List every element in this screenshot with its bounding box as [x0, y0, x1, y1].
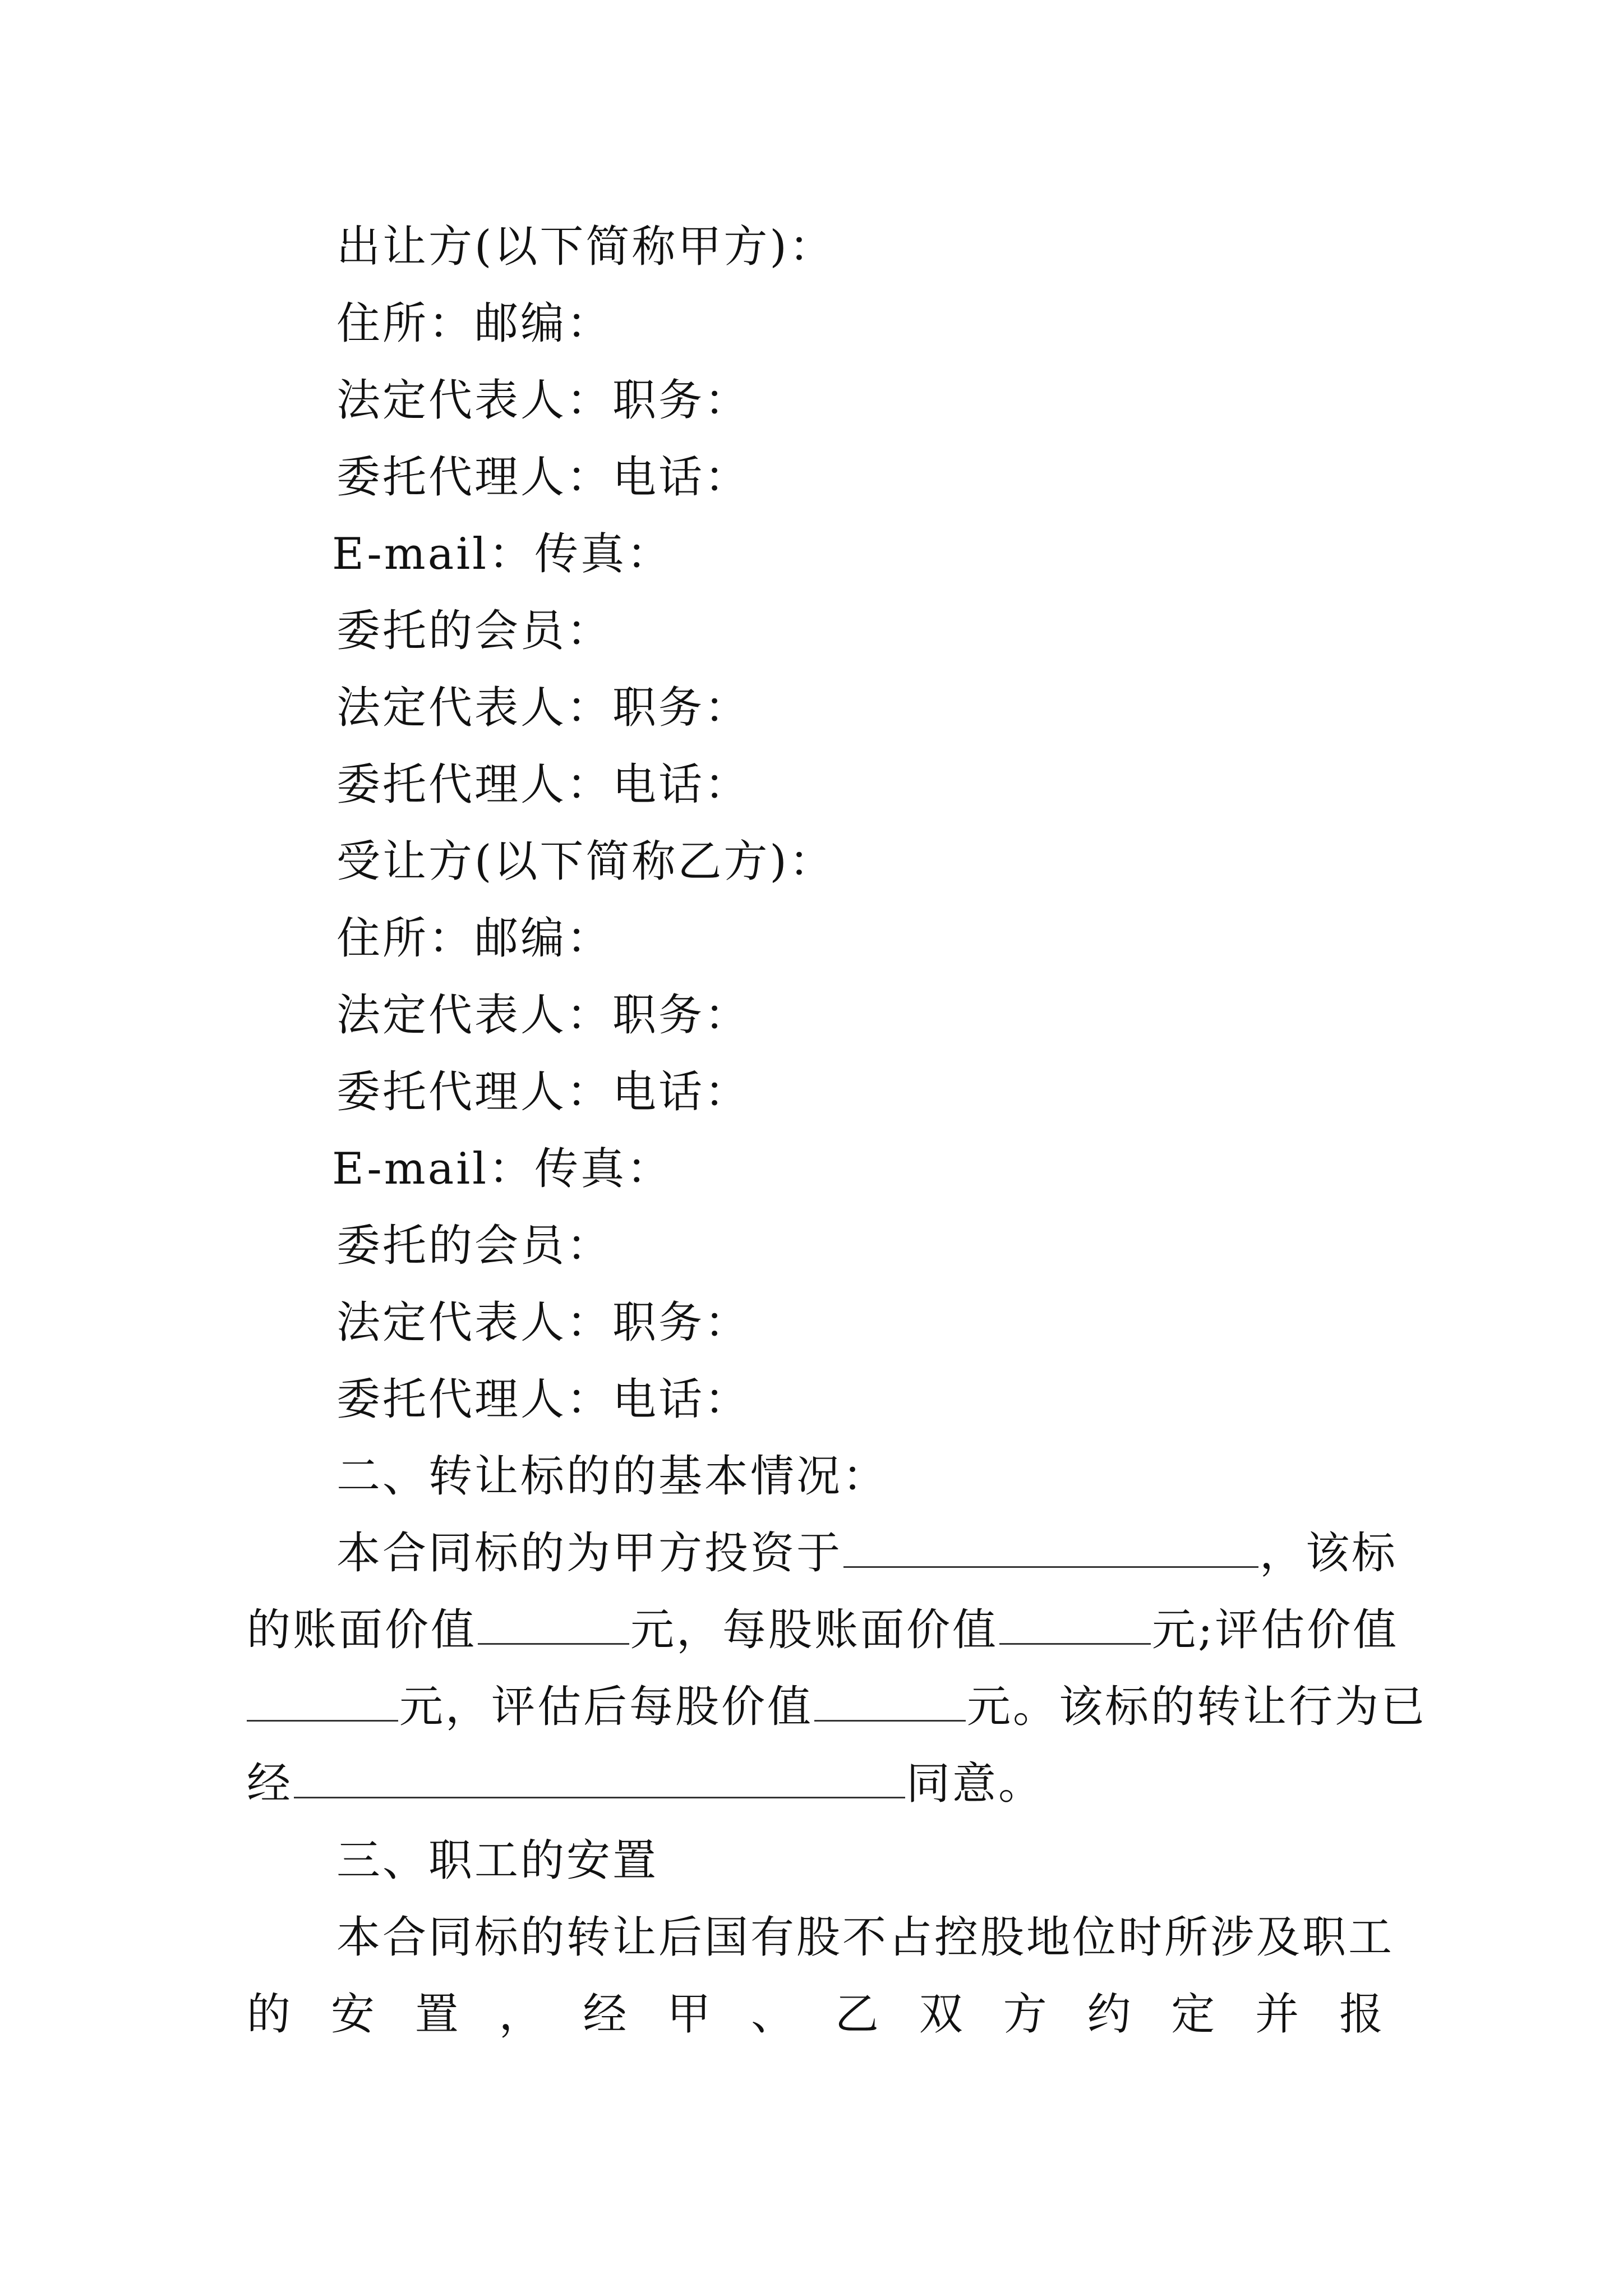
party-a-member: 委托的会员： [336, 606, 613, 656]
blank-field[interactable] [999, 1603, 1151, 1645]
section2-text: 的账面价值 [247, 1605, 477, 1655]
party-a-title: 出让方(以下简称甲方)： [336, 222, 835, 272]
blank-field[interactable] [814, 1680, 966, 1722]
party-a-legal-rep: 法定代表人：职务： [336, 375, 751, 426]
section2-line-3 [247, 1679, 1427, 1735]
section3-char: 方 [1003, 1989, 1049, 2040]
party-b-address: 住所：邮编： [336, 913, 613, 964]
section2-heading: 二、转让标的的基本情况： [336, 1451, 889, 1502]
party-b-title: 受让方(以下简称乙方)： [336, 836, 835, 887]
party-a-address: 住所：邮编： [336, 298, 613, 349]
party-a-email-fax: E-mail：传真： [332, 529, 673, 579]
section3-char: 并 [1255, 1989, 1302, 2040]
section3-char: 乙 [834, 1989, 881, 2040]
section2-text: 元，评估后每股价值 [399, 1682, 814, 1732]
section2-text: 本合同标的为甲方投资于 [336, 1528, 843, 1579]
party-a-agent: 委托代理人：电话： [336, 452, 751, 503]
section2-text: 同意。 [906, 1759, 1045, 1809]
section3-char: 双 [919, 1989, 965, 2040]
party-b-member-agent: 委托代理人：电话： [336, 1374, 751, 1425]
blank-field[interactable] [478, 1603, 629, 1645]
section3-char: 约 [1087, 1989, 1133, 2040]
party-b-agent: 委托代理人：电话： [336, 1067, 751, 1117]
section2-text: 元。该标的转让行为已 [967, 1682, 1427, 1732]
section3-paragraph [247, 1910, 1395, 2042]
section3-char: 定 [1171, 1989, 1218, 2040]
section2-line-1 [247, 1525, 1398, 1581]
blank-field[interactable] [843, 1526, 1258, 1568]
blank-field[interactable] [294, 1756, 905, 1798]
section3-heading: 三、职工的安置 [336, 1835, 659, 1886]
section2-line-4 [247, 1756, 1385, 1812]
section2-text: 经 [247, 1759, 293, 1809]
party-a-member-agent: 委托代理人：电话： [336, 760, 751, 810]
section3-line-1: 本合同标的转让后国有股不占控股地位时所涉及职工 [336, 1912, 1395, 1963]
party-b-legal-rep: 法定代表人：职务： [336, 990, 751, 1041]
section3-char: 置 [414, 1989, 461, 2040]
section3-char: 安 [330, 1989, 377, 2040]
section3-char: 的 [247, 1989, 293, 2040]
section2-line-2 [247, 1602, 1399, 1658]
blank-field[interactable] [247, 1680, 398, 1722]
section3-line-2 [247, 1986, 1385, 2042]
section2-paragraph [247, 1525, 1427, 1833]
section2-text: ，该标 [1260, 1528, 1398, 1579]
section2-text: 元;评估价值 [1152, 1605, 1399, 1655]
section3-char: 甲 [667, 1989, 713, 2040]
party-a-member-legal-rep: 法定代表人：职务： [336, 683, 751, 733]
section3-char: ， [499, 1989, 545, 2040]
party-b-email-fax: E-mail：传真： [332, 1144, 673, 1194]
section2-text: 元，每股账面价值 [630, 1605, 999, 1655]
party-b-member: 委托的会员： [336, 1221, 613, 1271]
party-b-member-legal-rep: 法定代表人：职务： [336, 1297, 751, 1348]
section3-char: 经 [583, 1989, 629, 2040]
section3-char: 、 [751, 1989, 797, 2040]
section3-char: 报 [1339, 1989, 1385, 2040]
